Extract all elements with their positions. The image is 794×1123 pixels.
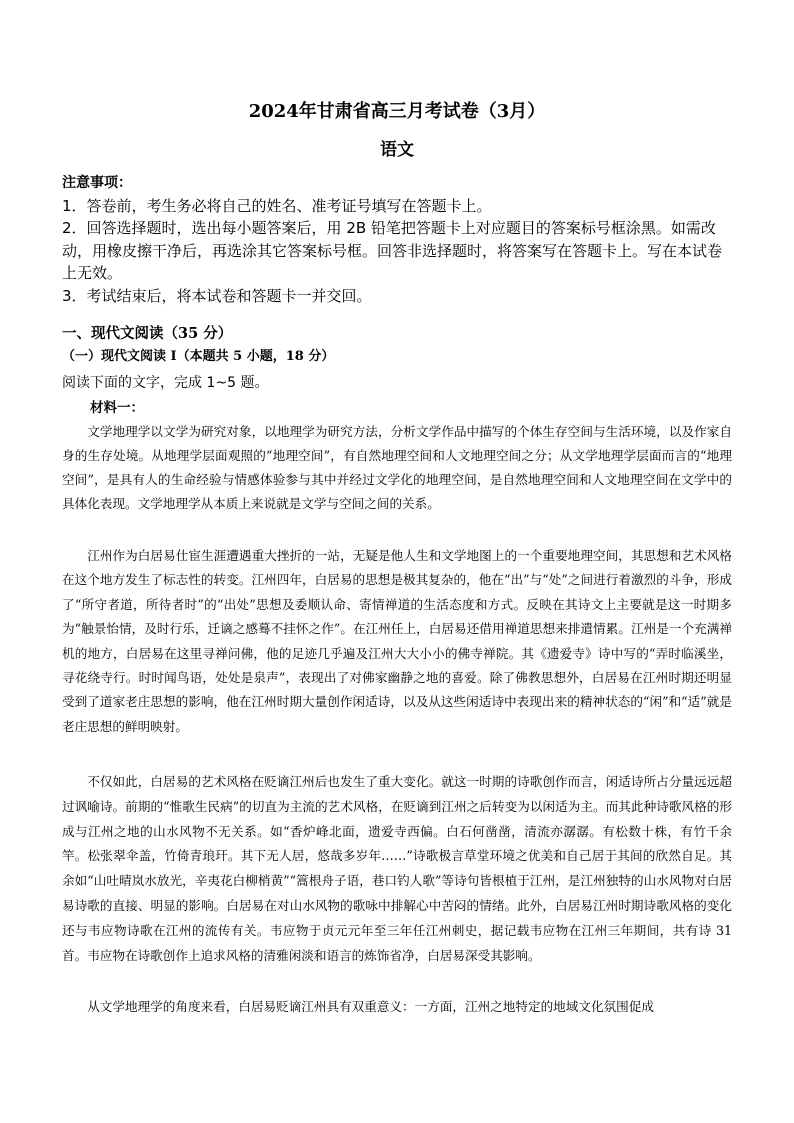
section-title: 一、现代文阅读（35 分） (62, 325, 233, 342)
subject-title: 语文 (380, 140, 414, 160)
subsection-title: （一）现代文阅读 I（本题共 5 小题，18 分） (62, 349, 335, 364)
notes-item: 1．答卷前，考生务必将自己的姓名、准考证号填写在答题卡上。 (62, 196, 492, 215)
paragraph-text: 江州作为白居易仕宦生涯遭遇重大挫折的一站，无疑是他人生和文学地图上的一个重要地理空间，其思想和艺术风格在这个地方发生了标志性的转变。江州四年，白居易的思想是极其复杂的，他在“出”与“处”之间进行着激烈的斗争，形成了“所守者道，所待者时”的“出处”思想及委顺认命、寄情禅道的生活态度和方式。反映在其诗文上主要就是这一时期多为“触景怡情，及时行乐，迁谪之感蓦不挂怀之作”。在江州任上，白居易还借用禅道思想来排遣情累。江州是一个充满禅机的地方，白居易在这里寻禅问佛，他的足迹几乎遍及江州大大小小的佛寺禅院。其《遗爱寺》诗中写的“弄时临溪坐，寻花绕寺行。时时闻鸟语，处处是泉声”，表现出了对佛家幽静之地的喜爱。除了佛教思想外，白居易在江州时期还明显受到了道家老庄思想的影响，他在江州时期大量创作闲适诗，以及从这些闲适诗中表现出来的精神状态的“闲”和“适”就是老庄思想的鲜明映射。 (62, 548, 732, 734)
exam-title: 2024年甘肃省高三月考试卷（3月） (248, 101, 546, 122)
passage-paragraph (62, 995, 732, 1019)
reading-instruction: 阅读下面的文字，完成 1~5 题。 (62, 375, 269, 391)
notes-block (62, 172, 732, 307)
passage-paragraph (62, 544, 732, 739)
paragraph-text: 文学地理学以文学为研究对象，以地理学为研究方法，分析文学作品中描写的个体生存空间与生活环境，以及作家自身的生存处境。从地理学层面观照的“地理空间”，有自然地理空间和人文地理空间之分；从文学地理学层面而言的“地理空间”，是具有人的生命经验与情感体验参与其中并经过文学化的地理空间，是自然地理空间和人文地理空间在文学中的具体化表现。文学地理学从本质上来说就是文学与空间之间的关系。 (62, 424, 732, 511)
passage-paragraph (62, 420, 732, 516)
notes-heading: 注意事项： (62, 175, 132, 191)
passage-paragraph (62, 770, 732, 968)
paragraph-text: 不仅如此，白居易的艺术风格在贬谪江州后也发生了重大变化。就这一时期的诗歌创作而言，闲适诗所占分量远远超过讽喻诗。前期的“惟歌生民病”的切直为主流的艺术风格，在贬谪到江州之后转变为以闲适为主。而其此种诗歌风格的形成与江州之地的山水风物不无关系。如“香炉峰北面，遗爱寺西偏。白石何凿凿，清流亦潺潺。有松数十株，有竹千余竿。松张翠伞盖，竹倚青琅玕。其下无人居，悠哉多岁年……”诗歌极言草堂环境之优美和自己居于其间的欣然自足。其余如“山吐晴岚水放光，辛夷花白柳梢黄”“篙根舟子语，巷口钓人歌”等诗句皆根植于江州，是江州独特的山水风物对白居易诗歌的直接、明显的影响。白居易在对山水风物的歌咏中排解心中苦闷的情绪。此外，白居易江州时期诗歌风格的变化还与韦应物诗歌在江州的流传有关。韦应物于贞元元年至三年任江州刺史，据记载韦应物在江州三年期间，共有诗 31 首。韦应物在诗歌创作上追求风格的清雅闲淡和语言的炼饰省净，白居易深受其影响。 (62, 774, 732, 963)
material-label: 材料一： (90, 400, 144, 416)
paragraph-text: 从文学地理学的角度来看，白居易贬谪江州具有双重意义：一方面，江州之地特定的地域文化氛围促成 (87, 999, 654, 1014)
notes-item: 3．考试结束后，将本试卷和答题卡一并交回。 (62, 286, 372, 305)
notes-item: 2．回答选择题时，选出每小题答案后，用 2B 铅笔把答题卡上对应题目的答案标号框涂黑。如需改动，用橡皮擦干净后，再选涂其它答案标号框。回答非选择题时，将答案写在答题卡上。写在本试卷上无效。 (62, 219, 723, 282)
